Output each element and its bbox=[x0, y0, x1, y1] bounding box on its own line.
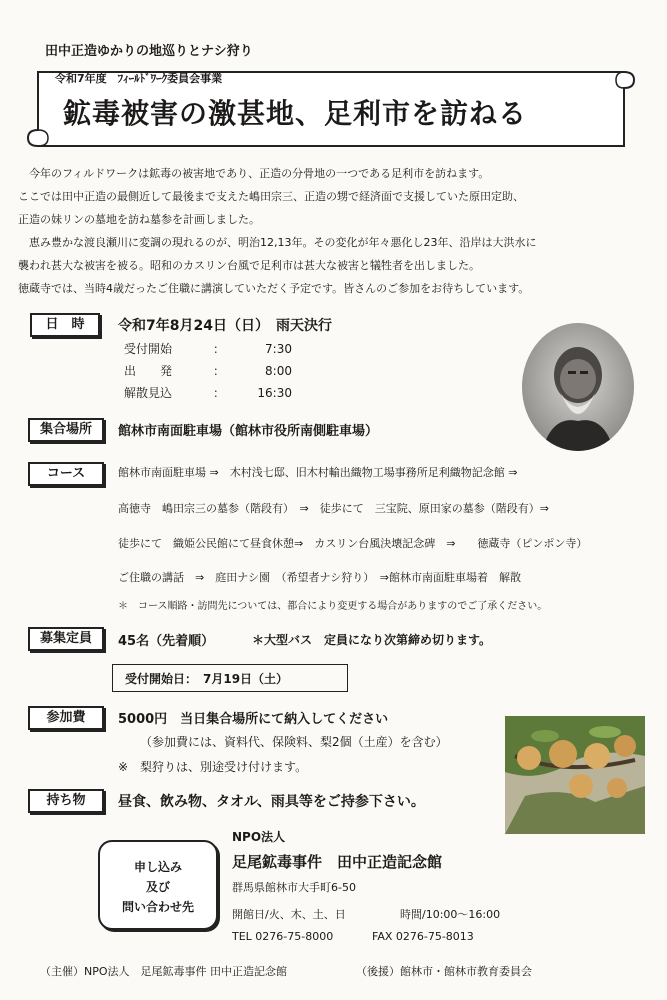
schedule-time: 7:30 bbox=[265, 342, 292, 356]
org-name: 足尾鉱毒事件 田中正造記念館 bbox=[232, 853, 443, 871]
intro-text bbox=[18, 162, 628, 300]
schedule-colon: ： bbox=[212, 364, 225, 378]
belongings-value: 昼食、飲み物、タオル、雨具等をご持参下さい。 bbox=[118, 794, 425, 810]
fee-detail: （参加費には、資料代、保険料、梨2個（土産）を含む） bbox=[140, 735, 448, 749]
contact-box bbox=[98, 840, 218, 930]
schedule-list bbox=[124, 338, 292, 404]
fax-number: FAX 0276-75-8013 bbox=[372, 930, 474, 943]
schedule-key: 解散見込 bbox=[124, 386, 173, 400]
intro-line: ここでは田中正造の最側近して最後まで支えた嶋田宗三、正造の甥で経済面で支援していた原田定助、 bbox=[18, 190, 524, 203]
reception-start-box: 受付開始日： 7月19日（土） bbox=[112, 664, 348, 692]
schedule-time: 8:00 bbox=[265, 364, 292, 378]
open-days: 開館日/火、木、土、日 bbox=[232, 908, 346, 921]
capacity-value: 45名（先着順） bbox=[118, 634, 215, 649]
org-address: 群馬県館林市大手町6-50 bbox=[232, 881, 356, 894]
tel-number: TEL 0276-75-8000 bbox=[232, 930, 334, 943]
belongings-label: 持ち物 bbox=[28, 789, 104, 813]
contact-box-line: 及び bbox=[145, 880, 170, 894]
intro-line: 恵み豊かな渡良瀬川に変調の現れるのが、明治12,13年。その変化が年々悪化し23年、沿岸は大洪水に bbox=[18, 236, 537, 249]
meeting-place-value: 館林市南面駐車場（館林市役所南側駐車場） bbox=[118, 424, 379, 439]
event-supertitle: 田中正造ゆかりの地巡りとナシ狩り bbox=[45, 44, 253, 59]
intro-line: 今年のフィルドワークは鉱毒の被害地であり、正造の分骨地の一つである足利市を訪ねます。 bbox=[18, 167, 490, 180]
fee-label: 参加費 bbox=[28, 706, 104, 730]
intro-line: 襲われ甚大な被害を被る。昭和のカスリン台風で足利市は甚大な被害と犠牲者を出しました。 bbox=[18, 259, 480, 272]
fee-value: 5000円 当日集合場所にて納入してください bbox=[118, 712, 389, 727]
schedule-key: 受付開始 bbox=[124, 342, 173, 356]
course-line: 館林市南面駐車場 ⇒ 木村浅七邸、旧木村輸出織物工場事務所足利織物記念館 ⇒ bbox=[118, 466, 518, 479]
course-line: ご住職の講話 ⇒ 庭田ナシ園 （希望者ナシ狩り） ⇒館林市南面駐車場着 解散 bbox=[118, 571, 521, 584]
schedule-row bbox=[124, 338, 292, 360]
capacity-note: ＊大型バス 定員になり次第締め切ります。 bbox=[252, 633, 492, 647]
course-label: コース bbox=[28, 462, 104, 486]
schedule-colon: ： bbox=[212, 342, 225, 356]
main-title: 鉱毒被害の激甚地、足利市を訪ねる bbox=[63, 97, 528, 130]
schedule-row bbox=[124, 382, 292, 404]
course-line: 高徳寺 嶋田宗三の墓参（階段有） ⇒ 徒歩にて 三宝院、原田家の墓参（階段有）⇒ bbox=[118, 502, 549, 515]
contact-box-line: 申し込み bbox=[133, 860, 182, 874]
datetime-label: 日 時 bbox=[30, 313, 100, 337]
event-date: 令和7年8月24日（日） 雨天決行 bbox=[118, 318, 332, 334]
schedule-row bbox=[124, 360, 292, 382]
org-type: NPO法人 bbox=[232, 830, 286, 844]
fee-note: ※ 梨狩りは、別途受け付けます。 bbox=[118, 760, 308, 774]
schedule-time: 16:30 bbox=[257, 386, 292, 400]
meeting-place-label: 集合場所 bbox=[28, 418, 104, 442]
schedule-key: 出 発 bbox=[124, 364, 173, 378]
fiscal-year-label: 令和7年度 ﾌｨｰﾙﾄﾞﾜｰｸ委員会事業 bbox=[55, 72, 223, 85]
pear-photo bbox=[505, 716, 645, 834]
supporter: （後援）館林市・館林市教育委員会 bbox=[356, 965, 532, 978]
schedule-colon: ： bbox=[212, 386, 225, 400]
open-hours: 時間/10:00～16:00 bbox=[400, 908, 501, 921]
intro-line: 徳蔵寺では、当時4歳だったご住職に講演していただく予定です。皆さんのご参加をお待ちしています。 bbox=[18, 282, 530, 295]
capacity-label: 募集定員 bbox=[28, 627, 104, 651]
contact-box-line: 問い合わせ先 bbox=[121, 900, 194, 914]
intro-line: 正造の妹リンの墓地を訪ね墓参を計画しました。 bbox=[18, 213, 260, 226]
course-line: 徒歩にて 織姫公民館にて昼食休憩⇒ カスリン台風決壊記念碑 ⇒ 徳蔵寺（ピンポン寺） bbox=[118, 537, 588, 550]
organizer: （主催）NPO法人 足尾鉱毒事件 田中正造記念館 bbox=[40, 965, 288, 978]
portrait-photo bbox=[522, 323, 634, 451]
course-note: ＊ コース順路・訪問先については、都合により変更する場合がありますのでご了承ください。 bbox=[118, 601, 548, 612]
